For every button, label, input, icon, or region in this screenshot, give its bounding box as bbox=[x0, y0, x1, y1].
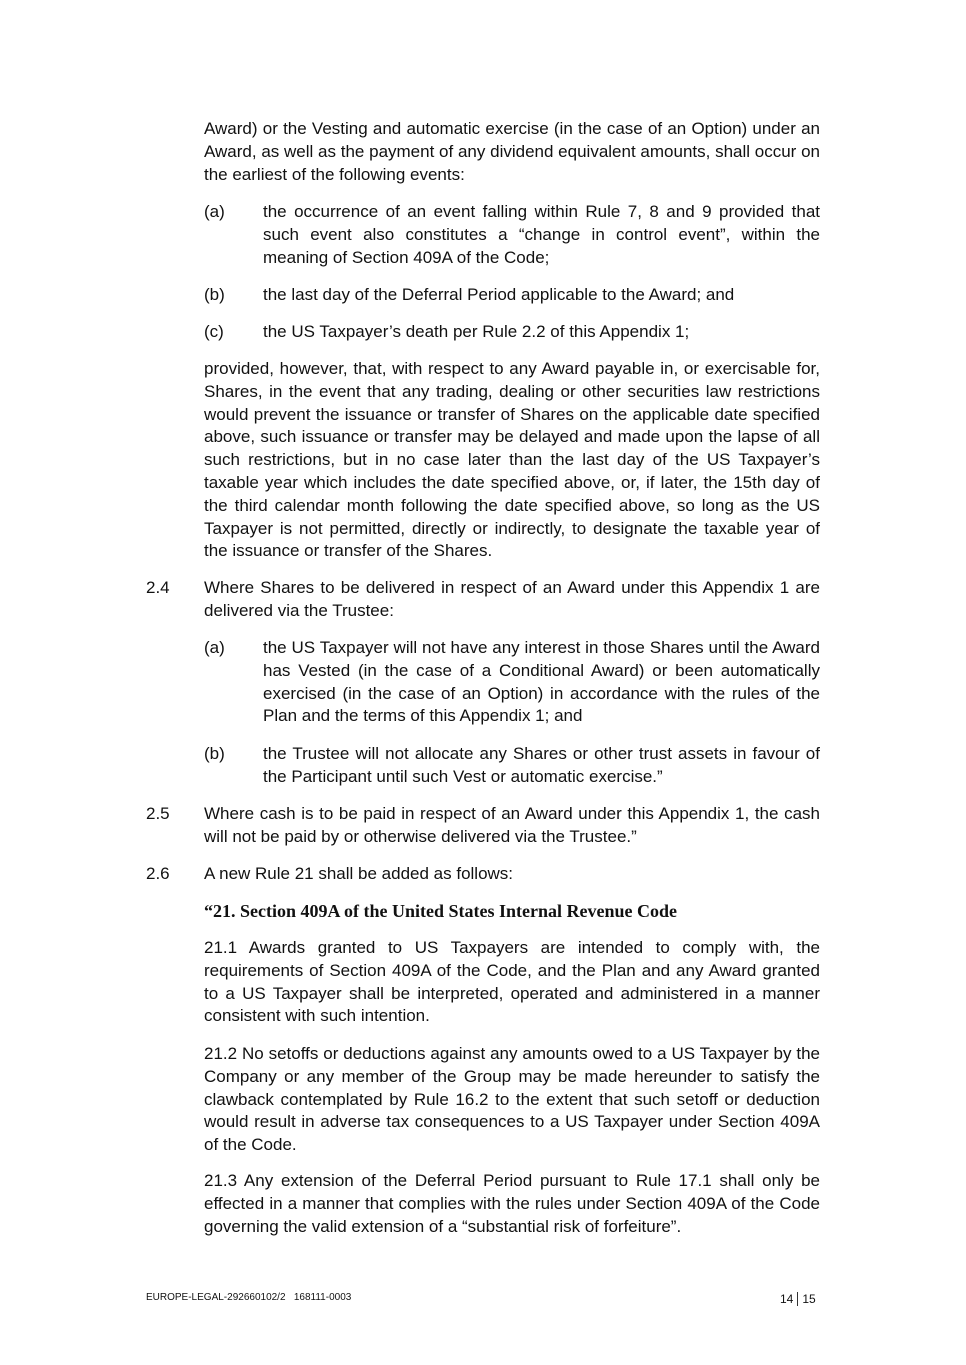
event-c-text: the US Taxpayer’s death per Rule 2.2 of this Appendix 1; bbox=[263, 322, 690, 341]
clause-2-4-text: Where Shares to be delivered in respect of an Award under this Appendix 1 are delivered via the Trustee: bbox=[204, 578, 820, 620]
footer-page-separator bbox=[797, 1292, 798, 1306]
rule-21-3-paragraph: 21.3 Any extension of the Deferral Period pursuant to Rule 17.1 shall only be effected in a manner that complies with the rules under Section 409A of the Code governing the valid extension of a “substantial risk of forfeiture”. bbox=[204, 1171, 820, 1236]
clause-2-4-number: 2.4 bbox=[146, 578, 170, 597]
event-a-label: (a) bbox=[204, 202, 225, 221]
event-a-text: the occurrence of an event falling within Rule 7, 8 and 9 provided that such event also constitutes a “change in control event”, within the meaning of Section 409A of the Code; bbox=[263, 202, 820, 267]
clause-2-4-b-text: the Trustee will not allocate any Shares or other trust assets in favour of the Participant until such Vest or automatic exercise.” bbox=[263, 744, 820, 786]
rule-21-2-paragraph: 21.2 No setoffs or deductions against any amounts owed to a US Taxpayer by the Company or any member of the Group may be made hereunder to satisfy the clawback contemplated by Rule 16.2 to the extent that such setoff or deduction would result in adverse tax consequences to a US Taxpayer under Section 409A of the Code. bbox=[204, 1044, 820, 1155]
clause-2-4-b-label: (b) bbox=[204, 744, 225, 763]
clause-2-4-a-label: (a) bbox=[204, 638, 225, 657]
clause-2-5-text: Where cash is to be paid in respect of an Award under this Appendix 1, the cash will not be paid by or otherwise delivered via the Trustee.” bbox=[204, 804, 820, 846]
clause-2-6-number: 2.6 bbox=[146, 864, 170, 883]
clause-2-5-number: 2.5 bbox=[146, 804, 170, 823]
rule-21-1-paragraph: 21.1 Awards granted to US Taxpayers are intended to comply with, the requirements of Section 409A of the Code, and the Plan and any Award granted to a US Taxpayer shall be interpreted, operated and administered in a manner consistent with such intention. bbox=[204, 938, 820, 1026]
footer-page-indicator bbox=[780, 1291, 816, 1307]
clause-2-4-a-text: the US Taxpayer will not have any interest in those Shares until the Award has Vested (in the case of a Conditional Award) or been automatically exercised (in the case of an Option) in accordance with the rules of the Plan and the terms of this Appendix 1; and bbox=[263, 638, 820, 726]
event-c-label: (c) bbox=[204, 322, 224, 341]
event-b-label: (b) bbox=[204, 285, 225, 304]
footer-page-number: 14 bbox=[780, 1292, 794, 1306]
proviso-paragraph: provided, however, that, with respect to any Award payable in, or exercisable for, Shares, in the event that any trading, dealing or other securities law restrictions would prevent the issuance or transfer of Shares on the applicable date specified above, such issuance or transfer may be delayed and made upon the lapse of all such restrictions, but in no case later than the last day of the US Taxpayer’s taxable year which includes the date specified above, or, if later, the 15th day of the third calendar month following the date specified above, so long as the US Taxpayer is not permitted, directly or indirectly, to designate the taxable year of the issuance or transfer of the Shares. bbox=[204, 359, 820, 561]
event-b-text: the last day of the Deferral Period applicable to the Award; and bbox=[263, 285, 735, 304]
footer-page-total: 15 bbox=[802, 1292, 816, 1306]
rule-21-heading: “21. Section 409A of the United States Internal Revenue Code bbox=[204, 901, 677, 921]
intro-paragraph: Award) or the Vesting and automatic exercise (in the case of an Option) under an Award, as well as the payment of any dividend equivalent amounts, shall occur on the earliest of the following events: bbox=[204, 119, 820, 184]
clause-2-6-text: A new Rule 21 shall be added as follows: bbox=[204, 864, 514, 883]
footer-document-ref: EUROPE-LEGAL-292660102/2 168111-0003 bbox=[146, 1292, 352, 1303]
